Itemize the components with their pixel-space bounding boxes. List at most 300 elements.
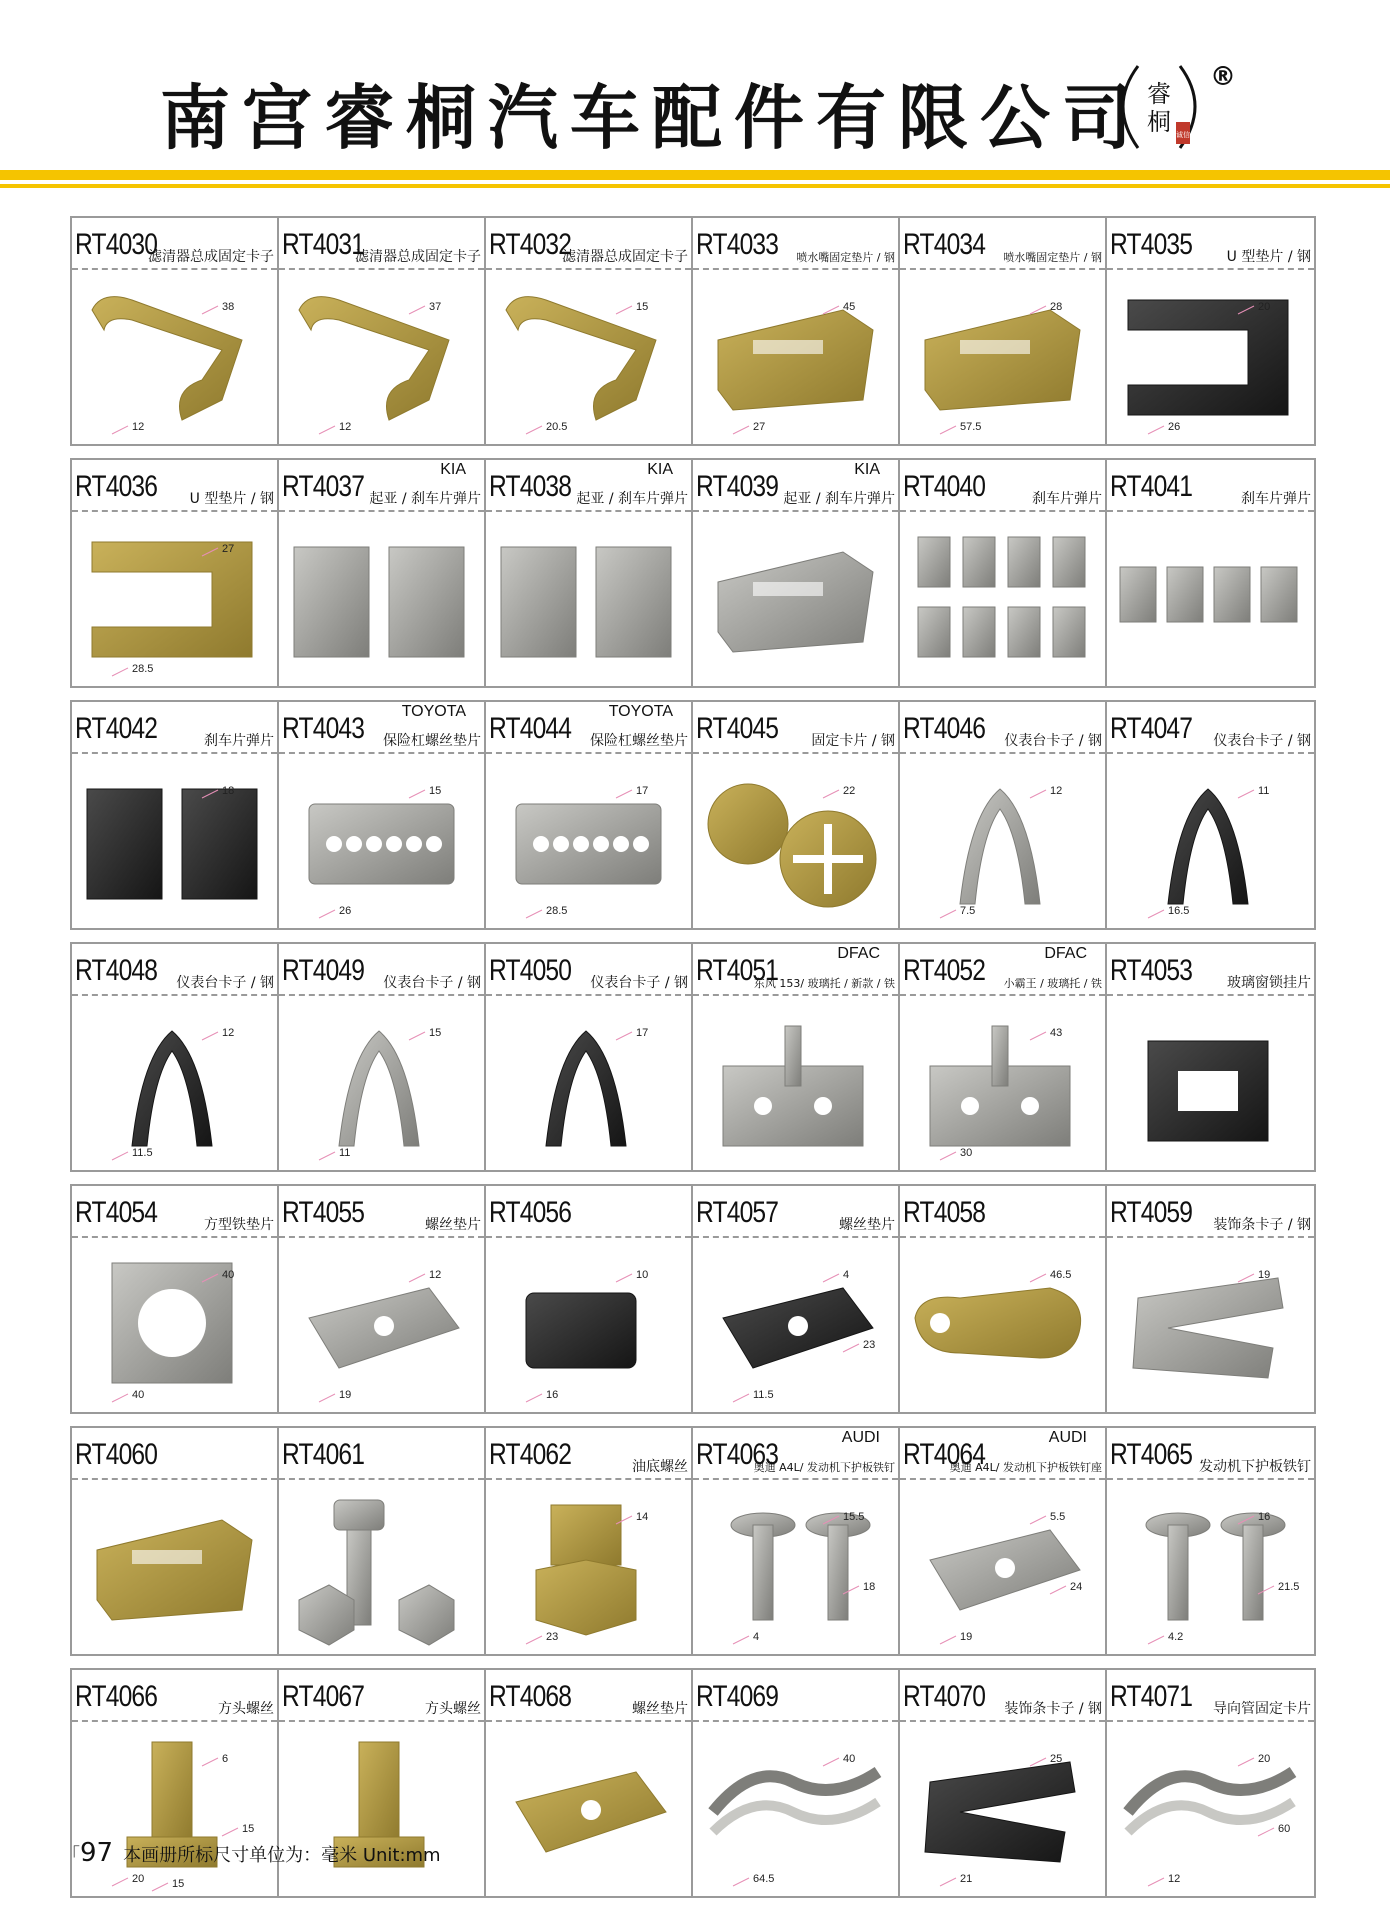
dimension-line: [112, 426, 128, 434]
product-photo: [72, 1238, 277, 1412]
product-card: [279, 1186, 486, 1412]
product-card: [900, 702, 1107, 928]
dimension-line: [733, 1636, 749, 1644]
product-illustration: [693, 1480, 898, 1654]
dimension-label: 60: [1278, 1823, 1291, 1835]
product-code: RT4043: [282, 712, 365, 745]
header-band: [0, 170, 1390, 180]
product-illustration: [693, 512, 898, 686]
product-brand: TOYOTA: [401, 703, 466, 720]
product-description: 起亚 / 刹车片弹片: [369, 491, 481, 507]
product-code: RT4044: [489, 712, 572, 745]
product-photo: [72, 270, 277, 444]
dimension-line: [202, 1032, 218, 1040]
product-caption: [72, 944, 277, 996]
product-description: 仪表台卡子 / 钢: [1213, 733, 1311, 749]
product-brand: TOYOTA: [608, 703, 673, 720]
dimension-label: 37: [429, 301, 442, 313]
product-caption: [486, 702, 691, 754]
dimension-line: [823, 1274, 839, 1282]
product-illustration: [1107, 754, 1314, 928]
dimension-line: [112, 1152, 128, 1160]
dimension-label: 21: [960, 1873, 973, 1885]
product-photo: [486, 1480, 691, 1654]
dimension-label: 12: [222, 1027, 235, 1039]
dimension-line: [940, 1878, 956, 1886]
dimension-line: [409, 1032, 425, 1040]
dimension-label: 19: [339, 1389, 352, 1401]
product-code: RT4058: [903, 1196, 986, 1229]
dimension-label: 40: [843, 1753, 856, 1765]
dimension-line: [1030, 790, 1046, 798]
product-caption: [1107, 1428, 1314, 1480]
dimension-line: [1258, 1828, 1274, 1836]
dimension-line: [1030, 1274, 1046, 1282]
product-photo: [486, 996, 691, 1170]
product-photo: [486, 1238, 691, 1412]
product-photo: [1107, 1722, 1314, 1896]
product-caption: [486, 1186, 691, 1238]
dimension-label: 17: [636, 785, 649, 797]
svg-text:诚信: 诚信: [1176, 131, 1190, 139]
dimension-label: 12: [1168, 1873, 1181, 1885]
product-illustration: [486, 270, 691, 444]
product-code: RT4060: [75, 1438, 158, 1471]
dimension-label: 11.5: [132, 1147, 153, 1159]
product-caption: [900, 1670, 1105, 1722]
product-card: [693, 1670, 900, 1896]
product-code: RT4030: [75, 228, 158, 261]
dimension-label: 40: [222, 1269, 235, 1281]
product-caption: [279, 702, 484, 754]
product-illustration: [72, 1238, 277, 1412]
dimension-label: 27: [753, 421, 766, 433]
dimension-label: 12: [429, 1269, 442, 1281]
product-code: RT4032: [489, 228, 572, 261]
dimension-line: [526, 910, 542, 918]
product-illustration: [693, 270, 898, 444]
dimension-label: 28.5: [546, 905, 568, 917]
product-code: RT4049: [282, 954, 365, 987]
product-photo: [900, 270, 1105, 444]
product-caption: [693, 944, 898, 996]
product-card: [279, 218, 486, 444]
product-description: 刹车片弹片: [1032, 491, 1102, 507]
product-caption: [486, 1670, 691, 1722]
product-photo: [1107, 1238, 1314, 1412]
dimension-line: [409, 306, 425, 314]
product-description: U 型垫片 / 钢: [189, 491, 274, 507]
dimension-label: 16.5: [1168, 905, 1190, 917]
dimension-line: [1050, 1586, 1066, 1594]
product-caption: [693, 218, 898, 270]
dimension-line: [616, 1274, 632, 1282]
product-card: [486, 1670, 693, 1896]
product-photo: [486, 1722, 691, 1896]
dimension-label: 30: [960, 1147, 973, 1159]
product-photo: [693, 1480, 898, 1654]
dimension-label: 10: [636, 1269, 649, 1281]
product-card: [1107, 944, 1314, 1170]
product-caption: [1107, 218, 1314, 270]
product-illustration: [1107, 270, 1314, 444]
product-code: RT4053: [1110, 954, 1193, 987]
product-illustration: [486, 512, 691, 686]
product-code: RT4034: [903, 228, 986, 261]
product-grid: [70, 216, 1316, 1898]
product-card: [486, 218, 693, 444]
dimension-label: 21.5: [1278, 1581, 1300, 1593]
product-description: 滤清器总成固定卡子: [562, 249, 688, 265]
dimension-label: 24: [1070, 1581, 1083, 1593]
dimension-line: [940, 426, 956, 434]
product-caption: [72, 460, 277, 512]
dimension-label: 26: [1168, 421, 1181, 433]
product-illustration: [72, 996, 277, 1170]
product-brand: DFAC: [1044, 945, 1087, 962]
product-description: 固定卡片 / 钢: [811, 733, 895, 749]
product-card: [1107, 1670, 1314, 1896]
product-photo: [279, 1238, 484, 1412]
product-code: RT4070: [903, 1680, 986, 1713]
dimension-label: 15.5: [843, 1511, 865, 1523]
dimension-label: 28: [1050, 301, 1063, 313]
product-photo: [279, 996, 484, 1170]
dimension-line: [202, 306, 218, 314]
dimension-line: [319, 910, 335, 918]
product-code: RT4033: [696, 228, 779, 261]
product-caption: [279, 218, 484, 270]
product-row: [70, 216, 1316, 446]
product-photo: [486, 512, 691, 686]
dimension-line: [112, 668, 128, 676]
dimension-label: 15: [242, 1823, 255, 1835]
product-caption: [900, 1186, 1105, 1238]
product-photo: [279, 512, 484, 686]
product-illustration: [72, 1480, 277, 1654]
dimension-label: 26: [339, 905, 352, 917]
product-code: RT4042: [75, 712, 158, 745]
product-brand: DFAC: [837, 945, 880, 962]
product-brand: KIA: [440, 461, 466, 478]
product-description: 装饰条卡子 / 钢: [1213, 1217, 1311, 1233]
product-card: [279, 702, 486, 928]
dimension-label: 43: [1050, 1027, 1063, 1039]
dimension-label: 25: [1050, 1753, 1063, 1765]
product-row: [70, 700, 1316, 930]
dimension-line: [409, 1274, 425, 1282]
dimension-line: [616, 1032, 632, 1040]
dimension-label: 11.5: [753, 1389, 774, 1401]
product-card: [72, 218, 279, 444]
product-caption: [900, 460, 1105, 512]
product-brand: AUDI: [1048, 1429, 1087, 1446]
dimension-label: 45: [843, 301, 856, 313]
product-description: 方型铁垫片: [204, 1217, 274, 1233]
dimension-label: 20.5: [546, 421, 568, 433]
product-photo: [693, 754, 898, 928]
product-photo: [900, 1722, 1105, 1896]
product-brand: AUDI: [841, 1429, 880, 1446]
dimension-line: [843, 1344, 859, 1352]
dimension-line: [1148, 910, 1164, 918]
product-code: RT4052: [903, 954, 986, 987]
product-photo: [279, 1722, 484, 1896]
product-photo: [1107, 1480, 1314, 1654]
dimension-label: 4.2: [1168, 1631, 1184, 1643]
dimension-line: [823, 790, 839, 798]
dimension-line: [1148, 1636, 1164, 1644]
product-description: 喷水嘴固定垫片 / 钢: [1003, 251, 1102, 264]
product-photo: [693, 996, 898, 1170]
product-caption: [1107, 702, 1314, 754]
product-code: RT4064: [903, 1438, 986, 1471]
product-caption: [486, 218, 691, 270]
product-photo: [72, 1722, 277, 1896]
dimension-label: 22: [843, 785, 856, 797]
product-card: [693, 460, 900, 686]
product-illustration: [72, 754, 277, 928]
dimension-label: 15: [429, 1027, 442, 1039]
product-caption: [693, 460, 898, 512]
product-illustration: [900, 996, 1105, 1170]
product-code: RT4031: [282, 228, 365, 261]
product-description: 玻璃窗锁挂片: [1227, 975, 1311, 991]
product-photo: [1107, 754, 1314, 928]
dimension-line: [319, 1394, 335, 1402]
product-card: [900, 1428, 1107, 1654]
dimension-label: 12: [132, 421, 145, 433]
product-code: RT4066: [75, 1680, 158, 1713]
product-photo: [693, 1238, 898, 1412]
product-illustration: [693, 1238, 898, 1412]
product-code: RT4050: [489, 954, 572, 987]
product-caption: [279, 460, 484, 512]
product-illustration: [279, 754, 484, 928]
product-description: 滤清器总成固定卡子: [355, 249, 481, 265]
product-illustration: [1107, 1238, 1314, 1412]
product-caption: [279, 944, 484, 996]
product-card: [1107, 460, 1314, 686]
product-card: [72, 1186, 279, 1412]
product-row: [70, 942, 1316, 1172]
product-card: [279, 460, 486, 686]
unit-note: 本画册所标尺寸单位为：毫米 Unit:mm: [123, 1845, 441, 1866]
product-illustration: [279, 270, 484, 444]
product-card: [1107, 1186, 1314, 1412]
product-photo: [900, 1238, 1105, 1412]
product-description: 仪表台卡子 / 钢: [383, 975, 481, 991]
dimension-label: 46.5: [1050, 1269, 1072, 1281]
product-photo: [279, 1480, 484, 1654]
page-number-bracket: 「: [62, 1845, 80, 1866]
product-code: RT4054: [75, 1196, 158, 1229]
product-card: [1107, 218, 1314, 444]
dimension-line: [526, 1394, 542, 1402]
product-photo: [486, 270, 691, 444]
product-photo: [693, 270, 898, 444]
product-caption: [693, 1186, 898, 1238]
product-illustration: [279, 1238, 484, 1412]
product-description: 方头螺丝: [425, 1701, 481, 1717]
dimension-line: [733, 1394, 749, 1402]
product-code: RT4038: [489, 470, 572, 503]
dimension-label: 11: [1258, 785, 1270, 797]
product-card: [900, 1186, 1107, 1412]
product-caption: [1107, 1670, 1314, 1722]
product-card: [72, 460, 279, 686]
product-caption: [693, 702, 898, 754]
product-code: RT4051: [696, 954, 779, 987]
product-card: [693, 1186, 900, 1412]
page-number: 97: [80, 1838, 114, 1868]
dimension-label: 28.5: [132, 663, 154, 675]
product-code: RT4067: [282, 1680, 365, 1713]
product-photo: [279, 270, 484, 444]
product-caption: [72, 1186, 277, 1238]
product-photo: [900, 996, 1105, 1170]
product-card: [900, 944, 1107, 1170]
product-code: RT4036: [75, 470, 158, 503]
dimension-line: [1148, 426, 1164, 434]
page-footer: [62, 1838, 441, 1868]
product-card: [486, 460, 693, 686]
dimension-label: 16: [1258, 1511, 1271, 1523]
dimension-line: [823, 1758, 839, 1766]
product-code: RT4035: [1110, 228, 1193, 261]
product-illustration: [279, 996, 484, 1170]
product-photo: [900, 1480, 1105, 1654]
company-title: 南宫睿桐汽车配件有限公司: [160, 76, 1144, 159]
product-illustration: [486, 754, 691, 928]
product-row: [70, 1184, 1316, 1414]
dimension-label: 12: [1050, 785, 1063, 797]
product-caption: [72, 702, 277, 754]
registered-mark: ®: [1210, 62, 1236, 92]
product-illustration: [486, 996, 691, 1170]
product-description: 刹车片弹片: [1241, 491, 1311, 507]
dimension-line: [112, 1394, 128, 1402]
svg-text:桐: 桐: [1147, 108, 1171, 136]
product-illustration: [486, 1722, 691, 1896]
product-illustration: [486, 1480, 691, 1654]
product-caption: [1107, 1186, 1314, 1238]
dimension-label: 15: [429, 785, 442, 797]
product-code: RT4063: [696, 1438, 779, 1471]
dimension-label: 18: [863, 1581, 876, 1593]
product-caption: [693, 1670, 898, 1722]
product-code: RT4065: [1110, 1438, 1193, 1471]
product-photo: [1107, 270, 1314, 444]
dimension-label: 17: [636, 1027, 649, 1039]
dimension-line: [202, 1758, 218, 1766]
product-card: [1107, 702, 1314, 928]
product-card: [1107, 1428, 1314, 1654]
product-illustration: [900, 1722, 1105, 1896]
product-code: RT4069: [696, 1680, 779, 1713]
product-description: 起亚 / 刹车片弹片: [783, 491, 895, 507]
product-illustration: [279, 1480, 484, 1654]
dimension-line: [222, 1828, 238, 1836]
dimension-line: [1030, 1758, 1046, 1766]
product-card: [693, 218, 900, 444]
product-illustration: [486, 1238, 691, 1412]
product-card: [693, 1428, 900, 1654]
product-caption: [72, 218, 277, 270]
product-description: 仪表台卡子 / 钢: [590, 975, 688, 991]
product-photo: [72, 996, 277, 1170]
dimension-label: 16: [546, 1389, 559, 1401]
product-card: [279, 944, 486, 1170]
product-illustration: [72, 512, 277, 686]
company-logo: [1098, 56, 1220, 156]
product-photo: [1107, 512, 1314, 686]
product-illustration: [693, 754, 898, 928]
dimension-label: 19: [1258, 1269, 1271, 1281]
product-description: 起亚 / 刹车片弹片: [576, 491, 688, 507]
product-illustration: [279, 1722, 484, 1896]
product-caption: [1107, 944, 1314, 996]
product-illustration: [900, 754, 1105, 928]
product-brand: KIA: [647, 461, 673, 478]
product-code: RT4061: [282, 1438, 365, 1471]
product-illustration: [279, 512, 484, 686]
product-code: RT4041: [1110, 470, 1193, 503]
dimension-line: [1148, 1878, 1164, 1886]
product-code: RT4045: [696, 712, 779, 745]
dimension-line: [733, 426, 749, 434]
product-description: 喷水嘴固定垫片 / 钢: [796, 251, 895, 264]
dimension-line: [940, 1152, 956, 1160]
dimension-label: 4: [843, 1269, 850, 1281]
dimension-label: 5.5: [1050, 1511, 1066, 1523]
product-description: 保险杠螺丝垫片: [590, 733, 688, 749]
dimension-label: 23: [546, 1631, 559, 1643]
product-code: RT4071: [1110, 1680, 1193, 1713]
product-code: RT4047: [1110, 712, 1193, 745]
product-photo: [900, 754, 1105, 928]
dimension-label: 64.5: [753, 1873, 775, 1885]
product-description: 东风 153/ 玻璃托 / 新款 / 铁: [753, 977, 895, 990]
product-illustration: [72, 270, 277, 444]
dimension-label: 23: [863, 1339, 876, 1351]
dimension-label: 7.5: [960, 905, 976, 917]
product-caption: [1107, 460, 1314, 512]
product-photo: [486, 754, 691, 928]
dimension-label: 18: [222, 785, 235, 797]
header-band-thin: [0, 184, 1390, 188]
product-description: 螺丝垫片: [425, 1217, 481, 1233]
product-description: 滤清器总成固定卡子: [148, 249, 274, 265]
product-card: [693, 944, 900, 1170]
dimension-label: 14: [636, 1511, 649, 1523]
dimension-line: [526, 426, 542, 434]
product-caption: [900, 218, 1105, 270]
dimension-label: 38: [222, 301, 235, 313]
dimension-label: 12: [339, 421, 352, 433]
dimension-line: [1030, 1032, 1046, 1040]
product-illustration: [72, 1722, 277, 1896]
dimension-label: 27: [222, 543, 235, 555]
product-caption: [486, 1428, 691, 1480]
product-description: 刹车片弹片: [204, 733, 274, 749]
product-photo: [72, 1480, 277, 1654]
product-card: [279, 1428, 486, 1654]
dimension-line: [112, 1878, 128, 1886]
product-illustration: [693, 1722, 898, 1896]
dimension-line: [733, 1878, 749, 1886]
product-card: [486, 944, 693, 1170]
